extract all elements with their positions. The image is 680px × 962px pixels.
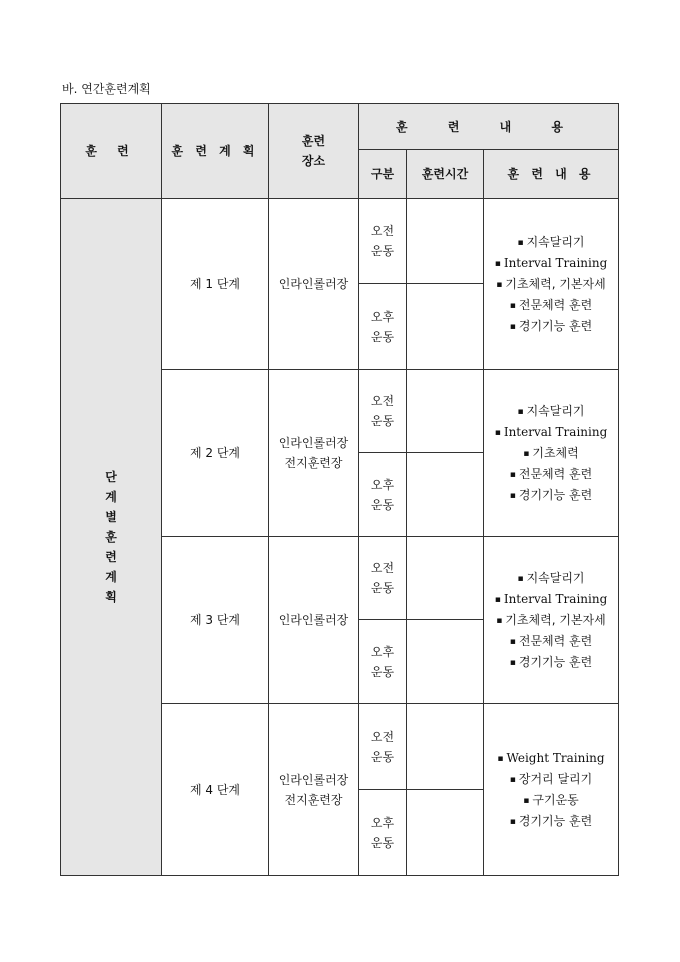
- content-item: ▪ 구기운동: [484, 790, 618, 811]
- content-item: ▪ 경기기능 훈련: [484, 485, 618, 506]
- stage-items: [484, 748, 618, 832]
- stage-name: 제 3 단계: [162, 537, 269, 704]
- content-item: ▪ 지속달리기: [484, 401, 618, 422]
- session-label: 오전 운동: [359, 704, 407, 790]
- content-item: ▪ 지속달리기: [484, 568, 618, 589]
- content-item: ▪ Interval Training: [484, 589, 618, 610]
- stage-place: 인라인롤러장: [269, 537, 359, 704]
- header-division: 구분: [359, 150, 407, 199]
- stage-content: [484, 370, 619, 537]
- session-time[interactable]: [407, 453, 484, 537]
- stage-items: [484, 232, 618, 337]
- session-label: 오전 운동: [359, 370, 407, 453]
- stage-place: 인라인롤러장: [269, 199, 359, 370]
- stage-name: 제 4 단계: [162, 704, 269, 876]
- session-time[interactable]: [407, 284, 484, 370]
- content-item: ▪ 경기기능 훈련: [484, 652, 618, 673]
- session-label: 오후 운동: [359, 620, 407, 704]
- content-item: ▪ Weight Training: [484, 748, 618, 769]
- content-item: ▪ 전문체력 훈련: [484, 464, 618, 485]
- session-time[interactable]: [407, 620, 484, 704]
- session-label: 오후 운동: [359, 453, 407, 537]
- session-time[interactable]: [407, 370, 484, 453]
- stage-name: 제 2 단계: [162, 370, 269, 537]
- content-item: ▪ 경기기능 훈련: [484, 811, 618, 832]
- content-item: ▪ Interval Training: [484, 422, 618, 443]
- stage-content: [484, 537, 619, 704]
- content-item: ▪ 장거리 달리기: [484, 769, 618, 790]
- content-item: ▪ 전문체력 훈련: [484, 295, 618, 316]
- header-training: 훈 련: [61, 104, 162, 199]
- stage-content: [484, 704, 619, 876]
- stage-content: [484, 199, 619, 370]
- header-content: 훈 련 내 용: [484, 150, 619, 199]
- stage-items: [484, 401, 618, 506]
- section-title: 바. 연간훈련계획: [62, 82, 151, 96]
- content-item: ▪ 기초체력, 기본자세: [484, 610, 618, 631]
- annual-training-plan-table: [60, 103, 619, 876]
- content-item: ▪ Interval Training: [484, 253, 618, 274]
- session-time[interactable]: [407, 790, 484, 876]
- stage-items: [484, 568, 618, 673]
- content-item: ▪ 전문체력 훈련: [484, 631, 618, 652]
- stage-place: 인라인롤러장 전지훈련장: [269, 370, 359, 537]
- header-content-group: 훈 련 내 용: [359, 104, 619, 150]
- content-item: ▪ 기초체력, 기본자세: [484, 274, 618, 295]
- side-label: [61, 199, 162, 876]
- side-label-text: 단계별 훈련계획: [105, 470, 117, 604]
- session-label: 오후 운동: [359, 284, 407, 370]
- session-label: 오전 운동: [359, 537, 407, 620]
- session-time[interactable]: [407, 199, 484, 284]
- header-time: 훈련시간: [407, 150, 484, 199]
- session-time[interactable]: [407, 537, 484, 620]
- session-time[interactable]: [407, 704, 484, 790]
- content-item: ▪ 기초체력: [484, 443, 618, 464]
- session-label: 오전 운동: [359, 199, 407, 284]
- header-plan: 훈 련 계 획: [162, 104, 269, 199]
- header-place: 훈련 장소: [269, 104, 359, 199]
- stage-place: 인라인롤러장 전지훈련장: [269, 704, 359, 876]
- content-item: ▪ 지속달리기: [484, 232, 618, 253]
- stage-name: 제 1 단계: [162, 199, 269, 370]
- session-label: 오후 운동: [359, 790, 407, 876]
- content-item: ▪ 경기기능 훈련: [484, 316, 618, 337]
